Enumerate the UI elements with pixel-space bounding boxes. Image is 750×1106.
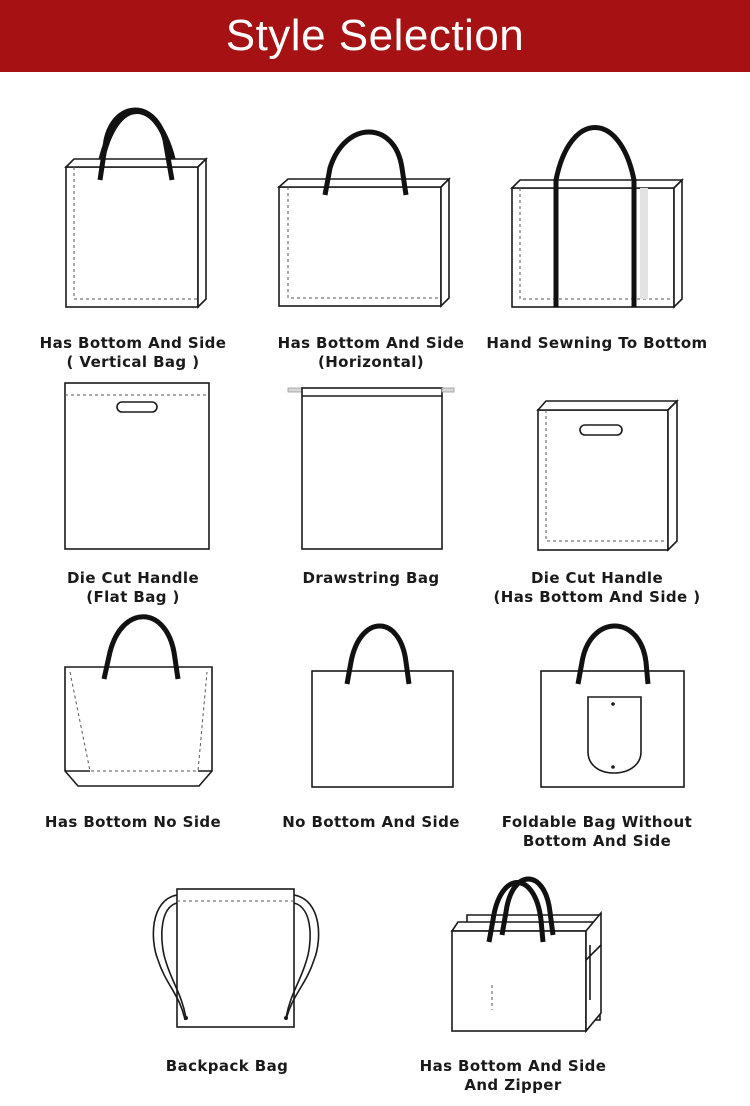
style-label: Hand Sewning To Bottom [486, 334, 708, 352]
style-sublabel: Bottom And Side [522, 831, 672, 850]
style-sublabel: (Has Bottom And Side ) [493, 587, 701, 606]
style-label: Has Bottom No Side [44, 813, 222, 831]
style-label: Die Cut Handle [66, 569, 200, 587]
style-label: Has Bottom And Side [419, 1057, 607, 1075]
style-sublabel: ( Vertical Bag ) [66, 352, 200, 371]
page-title: Style Selection [225, 11, 525, 60]
style-sublabel: And Zipper [464, 1075, 562, 1094]
style-sublabel: (Horizontal) [317, 352, 425, 371]
style-label: Foldable Bag Without [501, 813, 693, 831]
style-label: No Bottom And Side [282, 813, 460, 831]
style-sublabel: (Flat Bag ) [86, 587, 180, 606]
style-label: Drawstring Bag [302, 569, 440, 587]
style-label: Backpack Bag [165, 1057, 289, 1075]
style-label: Has Bottom And Side [277, 334, 465, 352]
style-label: Has Bottom And Side [39, 334, 227, 352]
style-label: Die Cut Handle [530, 569, 664, 587]
